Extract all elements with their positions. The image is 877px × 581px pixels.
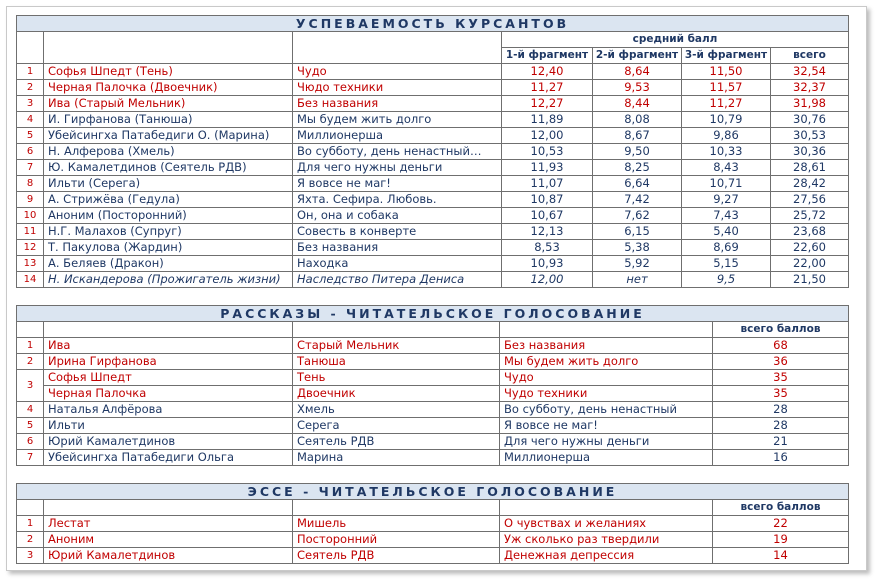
row-number: 3 xyxy=(17,370,44,402)
fragment1-score: 10,67 xyxy=(502,208,593,224)
score-cell: 16 xyxy=(713,450,849,466)
table-row xyxy=(17,532,849,548)
row-number: 6 xyxy=(17,144,44,160)
table-row xyxy=(17,80,849,96)
row-number: 10 xyxy=(17,208,44,224)
table-row xyxy=(17,128,849,144)
table-row xyxy=(17,338,849,354)
author-cell: Н. Алферова (Хмель) xyxy=(44,144,293,160)
author-cell: Ильти (Серега) xyxy=(44,176,293,192)
fragment2-score: 9,50 xyxy=(593,144,682,160)
row-number: 7 xyxy=(17,160,44,176)
work-cell: О чувствах и желаниях xyxy=(500,516,713,532)
row-number: 3 xyxy=(17,548,44,564)
fragment2-score: 6,64 xyxy=(593,176,682,192)
nickname-cell: Хмель xyxy=(293,402,500,418)
fragment3-score: 10,79 xyxy=(682,112,771,128)
total-score: 30,36 xyxy=(771,144,849,160)
work-cell: Он, она и собака xyxy=(293,208,502,224)
nickname-cell: Посторонний xyxy=(293,532,500,548)
essays-vote-table xyxy=(16,483,849,564)
row-number: 2 xyxy=(17,80,44,96)
fragment3-score: 8,69 xyxy=(682,240,771,256)
table-row xyxy=(17,112,849,128)
fragment1-score: 11,89 xyxy=(502,112,593,128)
work-cell: Во субботу, день ненастный xyxy=(500,402,713,418)
fragment3-score: 11,50 xyxy=(682,64,771,80)
header-empty xyxy=(293,500,500,516)
author-cell: Ива (Старый Мельник) xyxy=(44,96,293,112)
author-cell: Аноним (Посторонний) xyxy=(44,208,293,224)
fragment3-score: 10,33 xyxy=(682,144,771,160)
nickname-cell: Сеятель РДВ xyxy=(293,434,500,450)
row-number: 13 xyxy=(17,256,44,272)
author-cell: Лестат xyxy=(44,516,293,532)
author-cell: Убейсингха Патабедиги О. (Марина) xyxy=(44,128,293,144)
header-empty xyxy=(17,500,44,516)
author-cell: И. Гирфанова (Танюша) xyxy=(44,112,293,128)
row-number: 14 xyxy=(17,272,44,288)
fragment1-score: 12,13 xyxy=(502,224,593,240)
total-score: 30,76 xyxy=(771,112,849,128)
work-cell: Мы будем жить долго xyxy=(500,354,713,370)
table-title: УСПЕВАЕМОСТЬ КУРСАНТОВ xyxy=(17,16,849,32)
score-cell: 21 xyxy=(713,434,849,450)
table-title: РАССКАЗЫ - ЧИТАТЕЛЬСКОЕ ГОЛОСОВАНИЕ xyxy=(17,306,849,322)
table-row xyxy=(17,208,849,224)
author-cell: Ива xyxy=(44,338,293,354)
row-number: 8 xyxy=(17,176,44,192)
work-cell: Совесть в конверте xyxy=(293,224,502,240)
work-cell: Миллионерша xyxy=(500,450,713,466)
total-score: 22,00 xyxy=(771,256,849,272)
work-cell: Я вовсе не маг! xyxy=(293,176,502,192)
table-row xyxy=(17,96,849,112)
table-row xyxy=(17,370,849,386)
score-cell: 22 xyxy=(713,516,849,532)
work-cell: Миллионерша xyxy=(293,128,502,144)
nickname-cell: Мишель xyxy=(293,516,500,532)
total-score: 32,54 xyxy=(771,64,849,80)
work-cell: Я вовсе не маг! xyxy=(500,418,713,434)
work-cell: Без названия xyxy=(293,96,502,112)
header-empty xyxy=(500,322,713,338)
work-cell: Во субботу, день ненастный… xyxy=(293,144,502,160)
col-header-f2: 2-й фрагмент xyxy=(593,48,682,64)
row-number: 2 xyxy=(17,532,44,548)
work-cell: Денежная депрессия xyxy=(500,548,713,564)
table-row xyxy=(17,256,849,272)
author-cell: А. Беляев (Дракон) xyxy=(44,256,293,272)
fragment3-score: 5,40 xyxy=(682,224,771,240)
fragment1-score: 12,40 xyxy=(502,64,593,80)
author-cell: Убейсингха Патабедиги Ольга xyxy=(44,450,293,466)
row-number: 4 xyxy=(17,402,44,418)
table-row xyxy=(17,516,849,532)
author-cell: Наталья Алфёрова xyxy=(44,402,293,418)
total-score: 21,50 xyxy=(771,272,849,288)
score-header: всего баллов xyxy=(713,322,849,338)
score-cell: 14 xyxy=(713,548,849,564)
row-number: 1 xyxy=(17,516,44,532)
score-cell: 35 xyxy=(713,386,849,402)
fragment2-score: 8,64 xyxy=(593,64,682,80)
total-score: 28,61 xyxy=(771,160,849,176)
work-cell: Находка xyxy=(293,256,502,272)
fragment2-score: 5,38 xyxy=(593,240,682,256)
nickname-cell: Двоечник xyxy=(293,386,500,402)
total-score: 28,42 xyxy=(771,176,849,192)
author-cell: Ю. Камалетдинов (Сеятель РДВ) xyxy=(44,160,293,176)
table-title: ЭССЕ - ЧИТАТЕЛЬСКОЕ ГОЛОСОВАНИЕ xyxy=(17,484,849,500)
fragment2-score: 8,25 xyxy=(593,160,682,176)
row-number: 3 xyxy=(17,96,44,112)
fragment1-score: 12,00 xyxy=(502,128,593,144)
fragment1-score: 11,07 xyxy=(502,176,593,192)
row-number: 1 xyxy=(17,338,44,354)
row-number: 5 xyxy=(17,418,44,434)
table-row xyxy=(17,354,849,370)
col-header-total: всего xyxy=(771,48,849,64)
author-cell: А. Стрижёва (Гедула) xyxy=(44,192,293,208)
table-row xyxy=(17,144,849,160)
table-row xyxy=(17,64,849,80)
fragment2-score: 6,15 xyxy=(593,224,682,240)
fragment1-score: 10,93 xyxy=(502,256,593,272)
table-row xyxy=(17,176,849,192)
work-cell: Чудо xyxy=(293,64,502,80)
row-number: 4 xyxy=(17,112,44,128)
header-empty xyxy=(44,322,293,338)
cadets-performance-table xyxy=(16,15,849,288)
row-number: 1 xyxy=(17,64,44,80)
stories-vote-table xyxy=(16,305,849,466)
table-row xyxy=(17,192,849,208)
header-empty xyxy=(293,32,502,64)
fragment3-score: 9,27 xyxy=(682,192,771,208)
fragment2-score: 8,08 xyxy=(593,112,682,128)
fragment1-score: 10,53 xyxy=(502,144,593,160)
score-cell: 19 xyxy=(713,532,849,548)
fragment2-score: 8,44 xyxy=(593,96,682,112)
author-cell: Ирина Гирфанова xyxy=(44,354,293,370)
table-row xyxy=(17,386,849,402)
fragment1-score: 12,00 xyxy=(502,272,593,288)
score-cell: 68 xyxy=(713,338,849,354)
score-cell: 36 xyxy=(713,354,849,370)
fragment3-score: 7,43 xyxy=(682,208,771,224)
fragment3-score: 5,15 xyxy=(682,256,771,272)
work-cell: Для чего нужны деньги xyxy=(293,160,502,176)
col-header-f1: 1-й фрагмент xyxy=(502,48,593,64)
row-number: 9 xyxy=(17,192,44,208)
work-cell: Без названия xyxy=(293,240,502,256)
table-row xyxy=(17,160,849,176)
work-cell: Мы будем жить долго xyxy=(293,112,502,128)
score-cell: 35 xyxy=(713,370,849,386)
work-cell: Для чего нужны деньги xyxy=(500,434,713,450)
fragment2-score: 7,42 xyxy=(593,192,682,208)
header-empty xyxy=(293,322,500,338)
total-score: 31,98 xyxy=(771,96,849,112)
work-cell: Без названия xyxy=(500,338,713,354)
total-score: 22,60 xyxy=(771,240,849,256)
author-cell: Софья Шпедт xyxy=(44,370,293,386)
row-number: 11 xyxy=(17,224,44,240)
fragment1-score: 11,27 xyxy=(502,80,593,96)
author-cell: Н. Искандерова (Прожигатель жизни) xyxy=(44,272,293,288)
total-score: 30,53 xyxy=(771,128,849,144)
nickname-cell: Старый Мельник xyxy=(293,338,500,354)
author-cell: Софья Шпедт (Тень) xyxy=(44,64,293,80)
score-cell: 28 xyxy=(713,402,849,418)
author-cell: Н.Г. Малахов (Супруг) xyxy=(44,224,293,240)
score-header: всего баллов xyxy=(713,500,849,516)
header-empty xyxy=(17,322,44,338)
avg-score-header: средний балл xyxy=(502,32,849,48)
fragment3-score: 9,86 xyxy=(682,128,771,144)
fragment2-score: нет xyxy=(593,272,682,288)
row-number: 12 xyxy=(17,240,44,256)
work-cell: Яхта. Сефира. Любовь. xyxy=(293,192,502,208)
header-empty xyxy=(17,32,44,64)
score-cell: 28 xyxy=(713,418,849,434)
author-cell: Юрий Камалетдинов xyxy=(44,548,293,564)
header-empty xyxy=(44,500,293,516)
work-cell: Чудо xyxy=(500,370,713,386)
nickname-cell: Серега xyxy=(293,418,500,434)
fragment1-score: 8,53 xyxy=(502,240,593,256)
row-number: 7 xyxy=(17,450,44,466)
author-cell: Т. Пакулова (Жардин) xyxy=(44,240,293,256)
table-row xyxy=(17,548,849,564)
fragment3-score: 8,43 xyxy=(682,160,771,176)
author-cell: Аноним xyxy=(44,532,293,548)
total-score: 23,68 xyxy=(771,224,849,240)
total-score: 25,72 xyxy=(771,208,849,224)
fragment3-score: 11,27 xyxy=(682,96,771,112)
table-row xyxy=(17,272,849,288)
work-cell: Наследство Питера Дениса xyxy=(293,272,502,288)
table-row xyxy=(17,224,849,240)
header-empty xyxy=(44,32,293,64)
col-header-f3: 3-й фрагмент xyxy=(682,48,771,64)
fragment1-score: 10,87 xyxy=(502,192,593,208)
table-row xyxy=(17,402,849,418)
table-row xyxy=(17,240,849,256)
total-score: 32,37 xyxy=(771,80,849,96)
fragment2-score: 9,53 xyxy=(593,80,682,96)
author-cell: Ильти xyxy=(44,418,293,434)
row-number: 6 xyxy=(17,434,44,450)
table-row xyxy=(17,450,849,466)
table-row xyxy=(17,418,849,434)
total-score: 27,56 xyxy=(771,192,849,208)
fragment2-score: 8,67 xyxy=(593,128,682,144)
work-cell: Чудо техники xyxy=(500,386,713,402)
author-cell: Юрий Камалетдинов xyxy=(44,434,293,450)
fragment3-score: 11,57 xyxy=(682,80,771,96)
table-row xyxy=(17,434,849,450)
fragment1-score: 12,27 xyxy=(502,96,593,112)
fragment3-score: 10,71 xyxy=(682,176,771,192)
row-number: 2 xyxy=(17,354,44,370)
work-cell: Уж сколько раз твердили xyxy=(500,532,713,548)
row-number: 5 xyxy=(17,128,44,144)
fragment3-score: 9,5 xyxy=(682,272,771,288)
fragment2-score: 7,62 xyxy=(593,208,682,224)
nickname-cell: Сеятель РДВ xyxy=(293,548,500,564)
fragment2-score: 5,92 xyxy=(593,256,682,272)
header-empty xyxy=(500,500,713,516)
nickname-cell: Тень xyxy=(293,370,500,386)
author-cell: Черная Палочка (Двоечник) xyxy=(44,80,293,96)
work-cell: Чюдо техники xyxy=(293,80,502,96)
fragment1-score: 11,93 xyxy=(502,160,593,176)
author-cell: Черная Палочка xyxy=(44,386,293,402)
nickname-cell: Марина xyxy=(293,450,500,466)
nickname-cell: Танюша xyxy=(293,354,500,370)
